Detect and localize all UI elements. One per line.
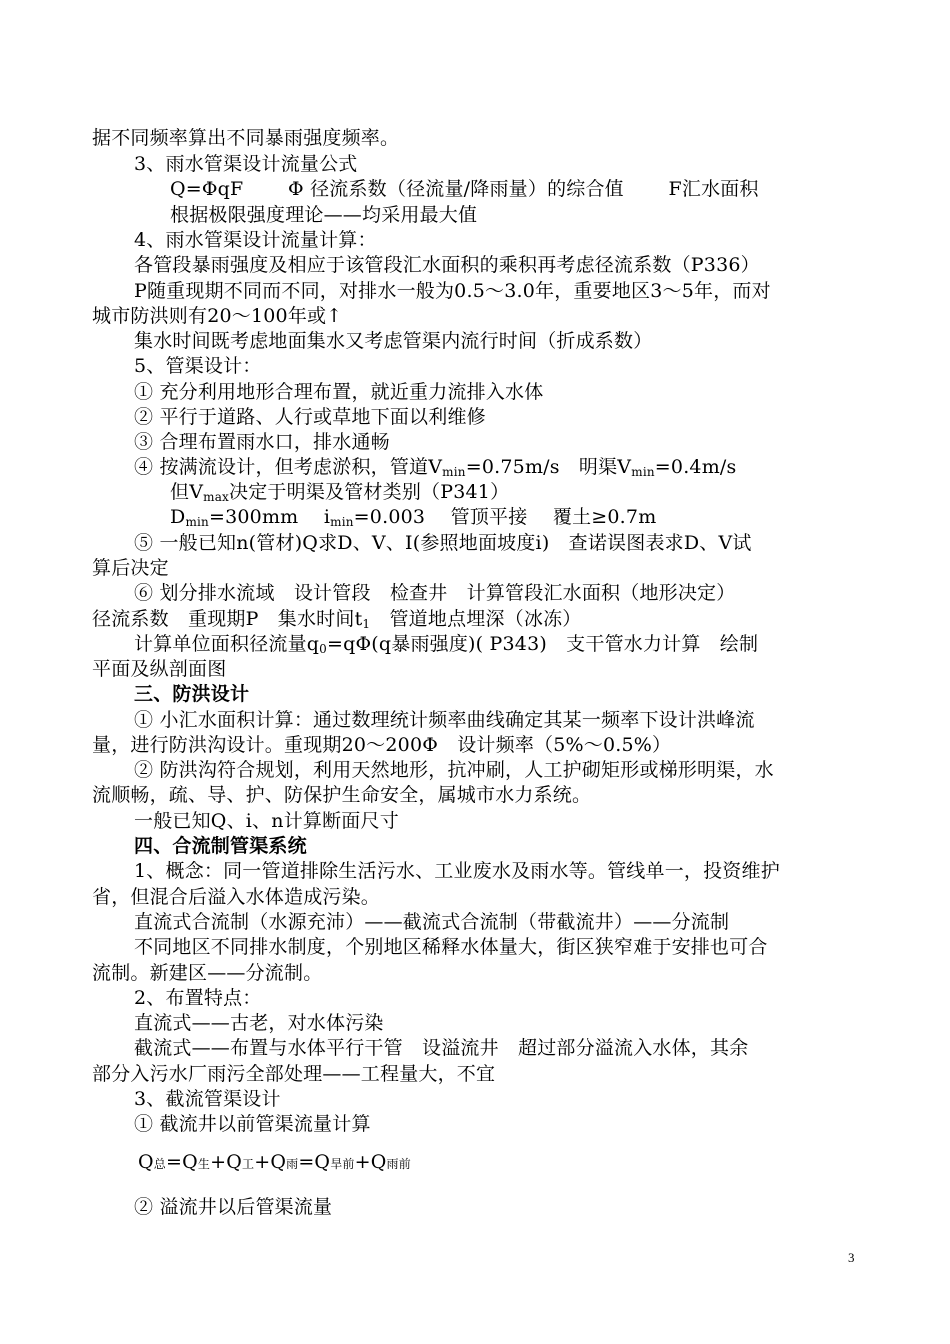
section-heading: 四、合流制管渠系统 xyxy=(134,835,307,857)
subscript: 旱前 xyxy=(330,1157,355,1171)
text-span: =Q xyxy=(165,1151,198,1173)
text-line: 一般已知Q、i、n计算断面尺寸 xyxy=(134,810,399,832)
text-span: ④ 按满流设计，但考虑淤积，管道V xyxy=(134,456,443,478)
text-line: 直流式合流制（水源充沛）——截流式合流制（带截流井）——分流制 xyxy=(134,911,730,933)
text-line: 流制。新建区——分流制。 xyxy=(92,962,323,984)
text-span: =300mm i xyxy=(208,506,331,528)
subscript: min xyxy=(330,515,354,529)
text-span: Q xyxy=(138,1151,154,1173)
text-line: P随重现期不同而不同，对排水一般为0.5～3.0年，重要地区3～5年，而对 xyxy=(134,280,771,302)
text-line: ③ 合理布置雨水口，排水通畅 xyxy=(134,431,390,453)
text-line: 根据极限强度理论——均采用最大值 xyxy=(170,204,478,226)
subscript: min xyxy=(631,465,655,479)
text-span: =Q xyxy=(298,1151,331,1173)
text-line xyxy=(134,632,758,661)
formula-line xyxy=(138,1150,411,1176)
subscript: 雨 xyxy=(286,1157,299,1171)
text-line: 各管段暴雨强度及相应于该管段汇水面积的乘积再考虑径流系数（P336） xyxy=(134,254,760,276)
text-line: 直流式——古老，对水体污染 xyxy=(134,1012,384,1034)
subscript: 雨前 xyxy=(386,1157,411,1171)
text-line: 部分入污水厂雨污全部处理——工程量大，不宜 xyxy=(92,1063,496,1085)
text-line: 5、管渠设计： xyxy=(134,355,262,377)
text-line: ① 小汇水面积计算：通过数理统计频率曲线确定其某一频率下设计洪峰流 xyxy=(134,709,755,731)
text-line: 城市防洪则有20～100年或↑ xyxy=(92,305,343,327)
text-line: 算后决定 xyxy=(92,557,169,579)
text-line: ② 防洪沟符合规划，利用天然地形，抗冲刷，人工护砌矩形或梯形明渠，水 xyxy=(134,759,774,781)
text-span: =0.75m/s 明渠V xyxy=(465,456,632,478)
subscript: 0 xyxy=(319,642,328,656)
text-span: +Q xyxy=(354,1151,387,1173)
text-span: 径流系数 重现期P 集水时间t xyxy=(92,608,363,630)
text-line: ② 溢流井以后管渠流量 xyxy=(134,1196,333,1218)
text-span: 决定于明渠及管材类别（P341） xyxy=(229,481,510,503)
text-line: Q=ΦqF Φ 径流系数（径流量/降雨量）的综合值 F汇水面积 xyxy=(170,178,759,200)
text-span: +Q xyxy=(210,1151,242,1173)
text-line: ② 平行于道路、人行或草地下面以利维修 xyxy=(134,406,486,428)
text-line: 集水时间既考虑地面集水又考虑管渠内流行时间（折成系数） xyxy=(134,330,653,352)
text-line: 1、概念：同一管道排除生活污水、工业废水及雨水等。管线单一，投资维护 xyxy=(134,860,780,882)
subscript: 生 xyxy=(197,1157,211,1171)
text-span: 计算单位面积径流量q xyxy=(134,633,320,655)
text-span: =0.003 管顶平接 覆土≥0.7m xyxy=(353,506,657,528)
text-span: 管道地点埋深（冰冻） xyxy=(370,608,582,630)
text-line: 2、布置特点： xyxy=(134,987,262,1009)
text-line: 4、雨水管渠设计流量计算： xyxy=(134,229,377,251)
text-span: D xyxy=(170,506,186,528)
text-line: ① 充分利用地形合理布置，就近重力流排入水体 xyxy=(134,381,544,403)
text-line: 量，进行防洪沟设计。重现期20～200Φ 设计频率（5%～0.5%） xyxy=(92,734,672,756)
text-line: ⑤ 一般已知n(管材)Q求D、V、I(参照地面坡度i) 查诺误图表求D、V试 xyxy=(134,532,752,554)
text-span: +Q xyxy=(254,1151,287,1173)
text-line: 3、截流管渠设计 xyxy=(134,1088,281,1110)
text-line: 截流式——布置与水体平行干管 设溢流井 超过部分溢流入水体，其余 xyxy=(134,1037,749,1059)
subscript: max xyxy=(203,490,230,504)
text-line: ⑥ 划分排水流域 设计管段 检查井 计算管段汇水面积（地形决定） xyxy=(134,582,736,604)
text-span: 但V xyxy=(170,481,204,503)
text-line: 省，但混合后溢入水体造成污染。 xyxy=(92,886,381,908)
text-span: =qΦ(q暴雨强度)( P343) 支干管水力计算 绘制 xyxy=(327,633,759,655)
text-line: 平面及纵剖面图 xyxy=(92,658,227,680)
section-heading: 三、防洪设计 xyxy=(134,683,250,705)
page-number: 3 xyxy=(848,1250,855,1265)
subscript: 总 xyxy=(153,1157,166,1171)
subscript: min xyxy=(442,465,466,479)
text-line: 流顺畅，疏、导、护、防保护生命安全，属城市水力系统。 xyxy=(92,784,592,806)
subscript: 工 xyxy=(242,1157,255,1171)
text-line xyxy=(170,505,656,534)
text-line: ① 截流井以前管渠流量计算 xyxy=(134,1113,371,1135)
subscript: min xyxy=(185,515,209,529)
text-line: 据不同频率算出不同暴雨强度频率。 xyxy=(92,127,400,149)
text-line: 3、雨水管渠设计流量公式 xyxy=(134,153,358,175)
text-line: 不同地区不同排水制度，个别地区稀释水体量大，街区狭窄难于安排也可合 xyxy=(134,936,768,958)
text-span: =0.4m/s xyxy=(654,456,737,478)
subscript: 1 xyxy=(362,617,371,631)
